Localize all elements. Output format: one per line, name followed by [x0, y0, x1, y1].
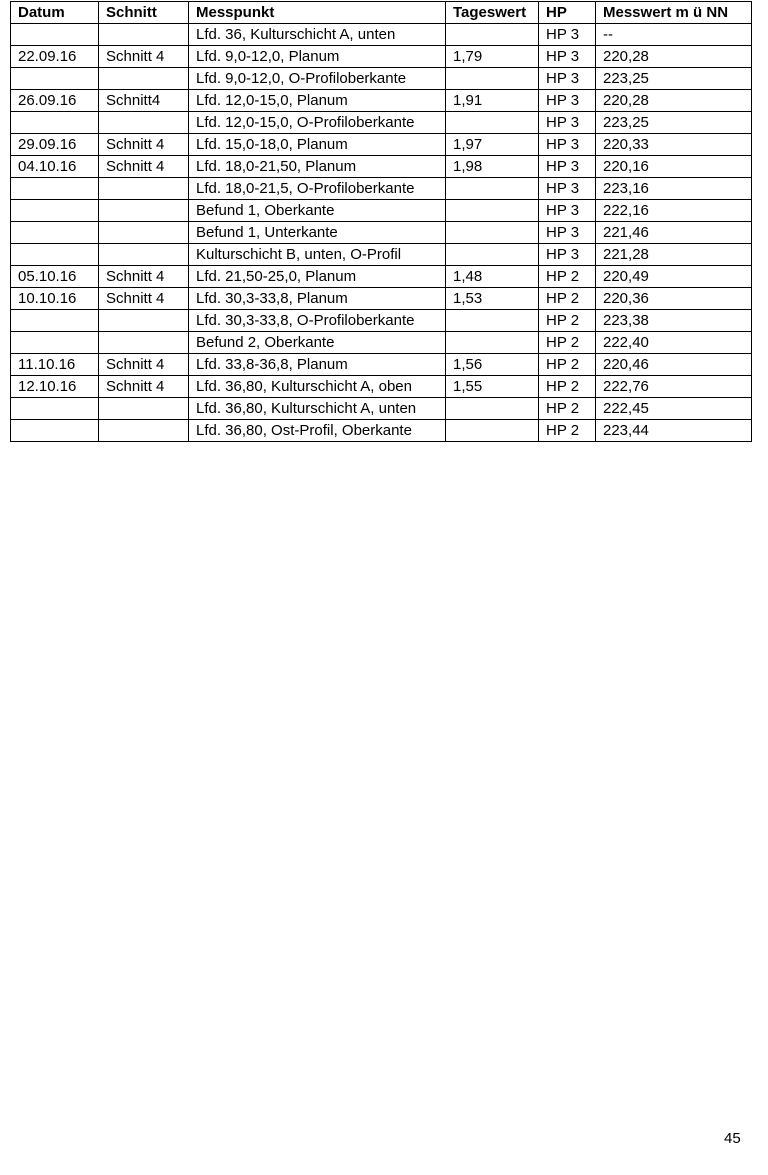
table-row [11, 134, 752, 156]
cell-tageswert [446, 310, 539, 332]
cell-schnitt [99, 112, 189, 134]
cell-messpunkt: Lfd. 36,80, Kulturschicht A, oben [189, 376, 446, 398]
cell-hp: HP 3 [539, 112, 596, 134]
cell-datum: 10.10.16 [11, 288, 99, 310]
cell-messpunkt: Befund 2, Oberkante [189, 332, 446, 354]
cell-messwert: 220,36 [596, 288, 752, 310]
cell-tageswert [446, 244, 539, 266]
cell-hp: HP 2 [539, 310, 596, 332]
cell-schnitt [99, 178, 189, 200]
cell-tageswert: 1,55 [446, 376, 539, 398]
cell-messwert: 223,38 [596, 310, 752, 332]
cell-datum [11, 310, 99, 332]
cell-messwert: 222,40 [596, 332, 752, 354]
cell-tageswert [446, 178, 539, 200]
cell-tageswert: 1,97 [446, 134, 539, 156]
cell-tageswert: 1,98 [446, 156, 539, 178]
table-row [11, 420, 752, 442]
table-row [11, 354, 752, 376]
cell-tageswert: 1,79 [446, 46, 539, 68]
cell-schnitt [99, 398, 189, 420]
cell-datum [11, 244, 99, 266]
cell-messwert: 220,16 [596, 156, 752, 178]
cell-datum [11, 222, 99, 244]
cell-tageswert [446, 332, 539, 354]
cell-hp: HP 3 [539, 244, 596, 266]
table-row [11, 156, 752, 178]
cell-messpunkt: Lfd. 9,0-12,0, Planum [189, 46, 446, 68]
cell-tageswert [446, 200, 539, 222]
cell-hp: HP 3 [539, 156, 596, 178]
cell-messpunkt: Lfd. 33,8-36,8, Planum [189, 354, 446, 376]
cell-datum [11, 420, 99, 442]
cell-hp: HP 3 [539, 24, 596, 46]
cell-schnitt [99, 24, 189, 46]
cell-messwert: 220,46 [596, 354, 752, 376]
table-header [11, 2, 752, 24]
cell-hp: HP 3 [539, 46, 596, 68]
cell-messpunkt: Lfd. 18,0-21,5, O-Profiloberkante [189, 178, 446, 200]
cell-tageswert: 1,91 [446, 90, 539, 112]
cell-hp: HP 3 [539, 178, 596, 200]
cell-tageswert [446, 112, 539, 134]
header-schnitt: Schnitt [99, 2, 189, 24]
table-row [11, 310, 752, 332]
table-row [11, 200, 752, 222]
cell-messwert: 220,33 [596, 134, 752, 156]
cell-schnitt [99, 332, 189, 354]
table-row [11, 24, 752, 46]
cell-hp: HP 3 [539, 134, 596, 156]
cell-tageswert [446, 398, 539, 420]
cell-schnitt: Schnitt4 [99, 90, 189, 112]
cell-hp: HP 3 [539, 68, 596, 90]
cell-messpunkt: Kulturschicht B, unten, O-Profil [189, 244, 446, 266]
table-row [11, 222, 752, 244]
cell-messpunkt: Lfd. 12,0-15,0, Planum [189, 90, 446, 112]
cell-hp: HP 2 [539, 420, 596, 442]
cell-messwert: 223,25 [596, 68, 752, 90]
cell-messwert: 223,25 [596, 112, 752, 134]
cell-hp: HP 2 [539, 332, 596, 354]
cell-messpunkt: Befund 1, Unterkante [189, 222, 446, 244]
cell-messpunkt: Lfd. 36,80, Ost-Profil, Oberkante [189, 420, 446, 442]
cell-schnitt [99, 420, 189, 442]
cell-datum: 12.10.16 [11, 376, 99, 398]
cell-messpunkt: Befund 1, Oberkante [189, 200, 446, 222]
header-messwert: Messwert m ü NN [596, 2, 752, 24]
cell-messpunkt: Lfd. 36, Kulturschicht A, unten [189, 24, 446, 46]
cell-datum [11, 332, 99, 354]
cell-datum [11, 24, 99, 46]
table-row [11, 178, 752, 200]
cell-datum [11, 200, 99, 222]
cell-messpunkt: Lfd. 9,0-12,0, O-Profiloberkante [189, 68, 446, 90]
cell-schnitt: Schnitt 4 [99, 288, 189, 310]
cell-messwert: 222,45 [596, 398, 752, 420]
cell-schnitt: Schnitt 4 [99, 266, 189, 288]
cell-datum [11, 112, 99, 134]
cell-messwert: 221,46 [596, 222, 752, 244]
cell-datum: 11.10.16 [11, 354, 99, 376]
cell-hp: HP 2 [539, 398, 596, 420]
cell-datum: 05.10.16 [11, 266, 99, 288]
cell-datum: 26.09.16 [11, 90, 99, 112]
cell-tageswert [446, 222, 539, 244]
cell-messpunkt: Lfd. 18,0-21,50, Planum [189, 156, 446, 178]
table-row [11, 332, 752, 354]
cell-messpunkt: Lfd. 30,3-33,8, O-Profiloberkante [189, 310, 446, 332]
cell-tageswert [446, 420, 539, 442]
table-row [11, 266, 752, 288]
table-row [11, 68, 752, 90]
table-row [11, 288, 752, 310]
cell-messwert: 222,16 [596, 200, 752, 222]
header-hp: HP [539, 2, 596, 24]
cell-schnitt: Schnitt 4 [99, 156, 189, 178]
table-row [11, 46, 752, 68]
header-datum: Datum [11, 2, 99, 24]
cell-schnitt [99, 310, 189, 332]
table-row [11, 244, 752, 266]
cell-tageswert: 1,56 [446, 354, 539, 376]
table-row [11, 112, 752, 134]
table-row [11, 90, 752, 112]
table-row [11, 376, 752, 398]
header-tageswert: Tageswert [446, 2, 539, 24]
cell-datum: 22.09.16 [11, 46, 99, 68]
cell-tageswert [446, 68, 539, 90]
cell-datum: 29.09.16 [11, 134, 99, 156]
cell-schnitt [99, 68, 189, 90]
cell-schnitt: Schnitt 4 [99, 354, 189, 376]
cell-hp: HP 2 [539, 266, 596, 288]
cell-messpunkt: Lfd. 36,80, Kulturschicht A, unten [189, 398, 446, 420]
cell-messwert: -- [596, 24, 752, 46]
cell-messwert: 221,28 [596, 244, 752, 266]
cell-messwert: 220,49 [596, 266, 752, 288]
header-row [11, 2, 752, 24]
cell-messpunkt: Lfd. 15,0-18,0, Planum [189, 134, 446, 156]
cell-hp: HP 2 [539, 376, 596, 398]
cell-hp: HP 3 [539, 90, 596, 112]
cell-messwert: 223,44 [596, 420, 752, 442]
cell-schnitt [99, 244, 189, 266]
cell-tageswert: 1,53 [446, 288, 539, 310]
table-row [11, 398, 752, 420]
cell-messpunkt: Lfd. 12,0-15,0, O-Profiloberkante [189, 112, 446, 134]
cell-messwert: 220,28 [596, 90, 752, 112]
cell-schnitt: Schnitt 4 [99, 134, 189, 156]
cell-messwert: 223,16 [596, 178, 752, 200]
cell-datum [11, 68, 99, 90]
cell-hp: HP 3 [539, 222, 596, 244]
cell-messpunkt: Lfd. 30,3-33,8, Planum [189, 288, 446, 310]
cell-tageswert [446, 24, 539, 46]
measurement-table [10, 1, 752, 442]
table-body [11, 24, 752, 442]
cell-hp: HP 3 [539, 200, 596, 222]
cell-hp: HP 2 [539, 288, 596, 310]
cell-hp: HP 2 [539, 354, 596, 376]
header-messpunkt: Messpunkt [189, 2, 446, 24]
cell-datum [11, 398, 99, 420]
cell-schnitt: Schnitt 4 [99, 46, 189, 68]
cell-schnitt [99, 222, 189, 244]
page-number: 45 [724, 1130, 741, 1147]
cell-tageswert: 1,48 [446, 266, 539, 288]
cell-datum: 04.10.16 [11, 156, 99, 178]
cell-schnitt [99, 200, 189, 222]
cell-messwert: 222,76 [596, 376, 752, 398]
cell-schnitt: Schnitt 4 [99, 376, 189, 398]
cell-datum [11, 178, 99, 200]
cell-messpunkt: Lfd. 21,50-25,0, Planum [189, 266, 446, 288]
cell-messwert: 220,28 [596, 46, 752, 68]
